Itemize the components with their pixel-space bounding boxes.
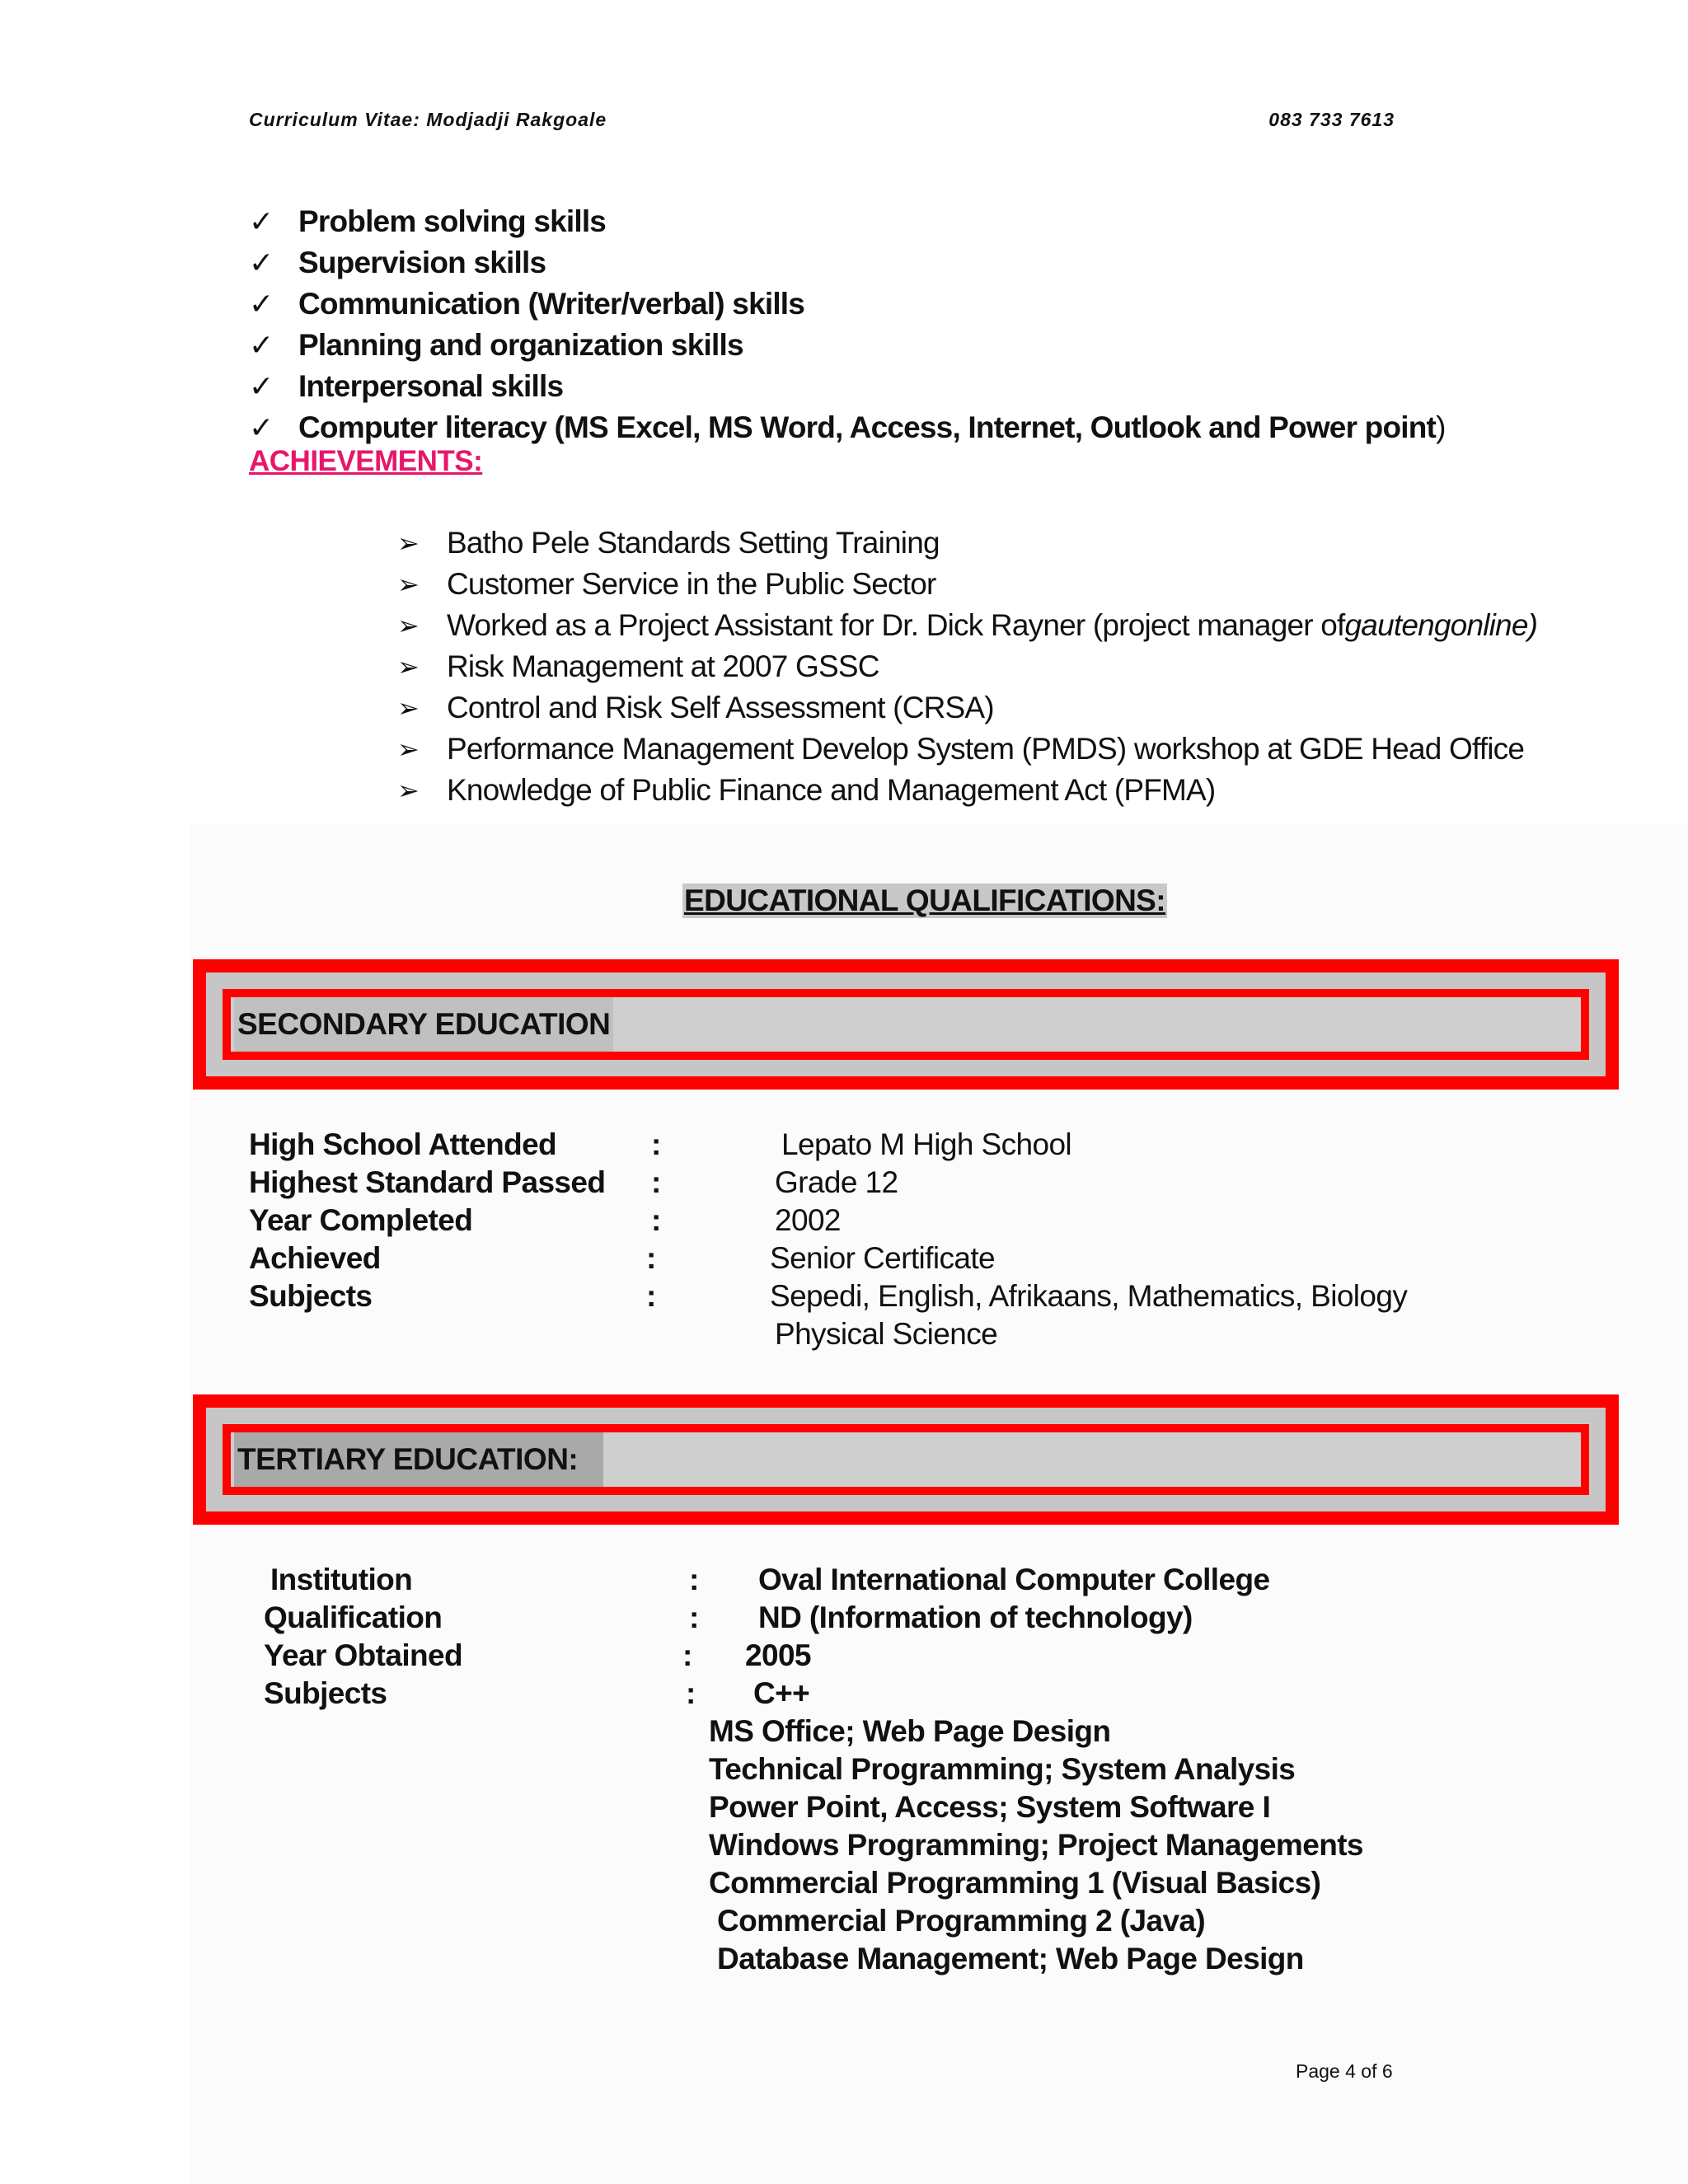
colon: : [651, 1203, 661, 1237]
arrow-bullet-icon: ➢ [397, 734, 420, 764]
list-item [397, 729, 1551, 770]
skill-paren: ) [1436, 410, 1446, 444]
skill-text: Problem solving skills [298, 204, 607, 238]
achievements-heading: ACHIEVEMENTS: [249, 445, 483, 477]
list-item [397, 605, 1551, 646]
list-item [397, 687, 1551, 729]
skill-text: Computer literacy (MS Excel, MS Word, Access, Internet, Outlook and Power point [298, 410, 1437, 444]
tertiary-subject: Power Point, Access; System Software I [709, 1790, 1271, 1824]
tertiary-value: C++ [753, 1676, 810, 1710]
colon: : [689, 1601, 699, 1634]
colon: : [686, 1676, 696, 1710]
checkmark-icon: ✓ [249, 246, 274, 279]
tertiary-subject: Commercial Programming 1 (Visual Basics) [709, 1866, 1321, 1900]
secondary-value: Lepato M High School [781, 1127, 1072, 1161]
tertiary-subject: Windows Programming; Project Managements [709, 1828, 1363, 1862]
colon: : [682, 1638, 692, 1672]
colon: : [651, 1127, 661, 1161]
achievement-text: Control and Risk Self Assessment (CRSA) [447, 691, 994, 724]
list-item [397, 523, 1551, 564]
list-item [249, 284, 1485, 325]
checkmark-icon: ✓ [249, 328, 274, 362]
achievements-list [397, 523, 1551, 811]
secondary-heading-box [193, 959, 1619, 1090]
header-title: Curriculum Vitae: Modjadji Rakgoale [249, 109, 607, 130]
secondary-value: Sepedi, English, Afrikaans, Mathematics, Biology [770, 1279, 1408, 1313]
list-item [249, 407, 1485, 448]
list-item [249, 325, 1485, 366]
secondary-label: Achieved [249, 1241, 381, 1275]
tertiary-label: Institution [270, 1563, 413, 1596]
secondary-label: Year Completed [249, 1203, 473, 1237]
colon: : [646, 1279, 656, 1313]
arrow-bullet-icon: ➢ [397, 652, 420, 682]
checkmark-icon: ✓ [249, 369, 274, 403]
secondary-value: Grade 12 [775, 1165, 898, 1199]
tertiary-subject: Technical Programming; System Analysis [709, 1752, 1296, 1786]
tertiary-value: ND (Information of technology) [758, 1601, 1193, 1634]
secondary-label: Subjects [249, 1279, 373, 1313]
education-heading: EDUCATIONAL QUALIFICATIONS: [684, 883, 1165, 917]
tertiary-value: Oval International Computer College [758, 1563, 1270, 1596]
skill-text: Interpersonal skills [298, 369, 564, 403]
tertiary-heading: TERTIARY EDUCATION: [234, 1432, 603, 1487]
secondary-value: 2002 [775, 1203, 841, 1237]
achievement-text: Risk Management at 2007 GSSC [447, 649, 879, 683]
secondary-value-extra: Physical Science [775, 1317, 998, 1351]
page-header [249, 109, 1395, 135]
page-number: Page 4 of 6 [1296, 2060, 1393, 2082]
skills-list [249, 201, 1485, 448]
list-item [249, 366, 1485, 407]
checkmark-icon: ✓ [249, 287, 274, 321]
secondary-label: Highest Standard Passed [249, 1165, 606, 1199]
list-item [397, 646, 1551, 687]
checkmark-icon: ✓ [249, 204, 274, 238]
achievement-text: Performance Management Develop System (PMDS) workshop at GDE Head Office [447, 732, 1525, 766]
list-item [397, 564, 1551, 605]
skill-text: Supervision skills [298, 246, 546, 279]
tertiary-heading-box [193, 1394, 1619, 1525]
arrow-bullet-icon: ➢ [397, 693, 420, 723]
tertiary-value: 2005 [745, 1638, 811, 1672]
arrow-bullet-icon: ➢ [397, 528, 420, 558]
tertiary-label: Qualification [264, 1601, 443, 1634]
achievement-text: Knowledge of Public Finance and Management Act (PFMA) [447, 773, 1216, 807]
colon: : [651, 1165, 661, 1199]
achievement-text: Batho Pele Standards Setting Training [447, 526, 940, 560]
tertiary-label: Year Obtained [264, 1638, 463, 1672]
tertiary-subject: MS Office; Web Page Design [709, 1714, 1111, 1748]
checkmark-icon: ✓ [249, 410, 274, 444]
secondary-heading: SECONDARY EDUCATION [234, 997, 613, 1052]
skill-text: Communication (Writer/verbal) skills [298, 287, 805, 321]
tertiary-subject: Database Management; Web Page Design [717, 1942, 1304, 1975]
tertiary-label: Subjects [264, 1676, 387, 1710]
arrow-bullet-icon: ➢ [397, 776, 420, 805]
achievement-italic: gautengonline) [1344, 608, 1538, 642]
secondary-label: High School Attended [249, 1127, 557, 1161]
list-item [249, 201, 1485, 242]
colon: : [646, 1241, 656, 1275]
colon: : [689, 1563, 699, 1596]
list-item [249, 242, 1485, 284]
skill-text: Planning and organization skills [298, 328, 743, 362]
achievement-text: Worked as a Project Assistant for Dr. Dick Rayner (project manager of [447, 608, 1345, 642]
arrow-bullet-icon: ➢ [397, 569, 420, 599]
tertiary-subject: Commercial Programming 2 (Java) [717, 1904, 1206, 1938]
secondary-value: Senior Certificate [770, 1241, 995, 1275]
achievement-text: Customer Service in the Public Sector [447, 567, 936, 601]
arrow-bullet-icon: ➢ [397, 611, 420, 640]
header-phone: 083 733 7613 [1268, 109, 1395, 130]
list-item [397, 770, 1551, 811]
